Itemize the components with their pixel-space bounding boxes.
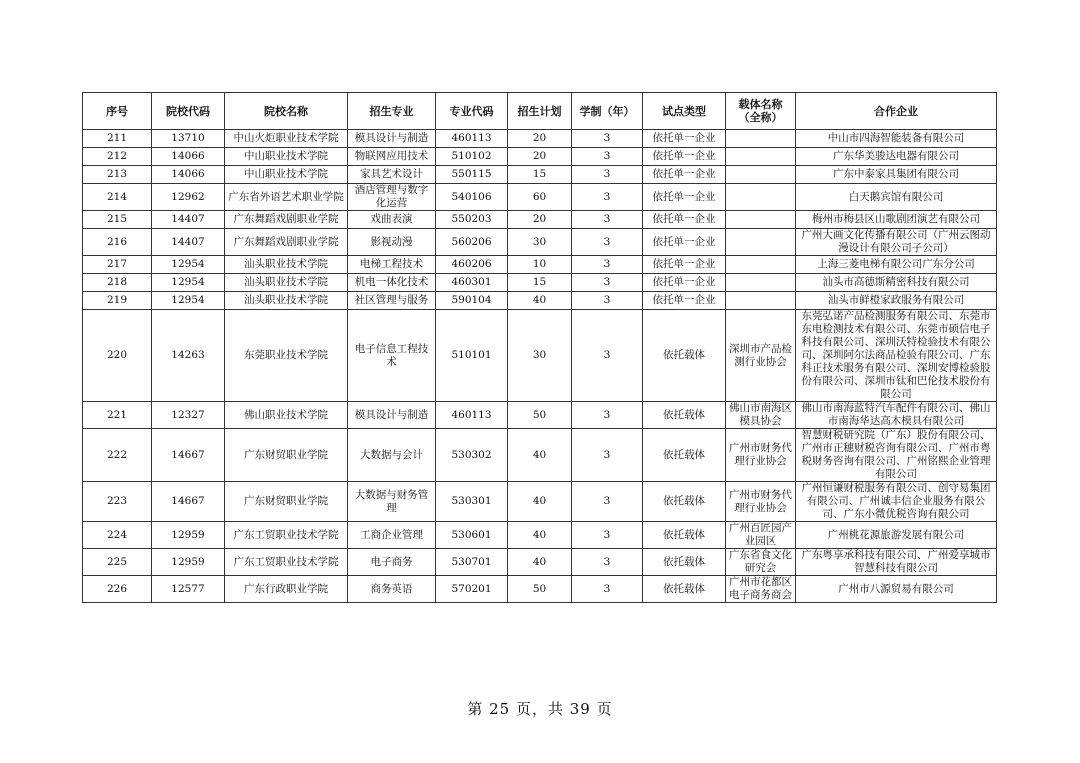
table-cell: 广州恒谦财税服务有限公司、创守易集团有限公司、广州诚丰信企业服务有限公司、广东小微优税咨询有限公司 bbox=[796, 482, 997, 522]
table-cell: 3 bbox=[572, 256, 643, 274]
table-cell: 590104 bbox=[436, 292, 508, 310]
table-cell: 550203 bbox=[436, 211, 508, 229]
table-cell: 212 bbox=[83, 148, 152, 166]
table-cell: 220 bbox=[83, 310, 152, 402]
table-row bbox=[83, 310, 997, 402]
table-cell: 社区管理与服务 bbox=[348, 292, 436, 310]
table-cell: 550115 bbox=[436, 166, 508, 184]
table-cell: 30 bbox=[508, 229, 572, 256]
table-cell: 广东舞蹈戏剧职业学院 bbox=[225, 229, 348, 256]
table-cell: 广东舞蹈戏剧职业学院 bbox=[225, 211, 348, 229]
column-header: 试点类型 bbox=[643, 93, 726, 130]
table-cell: 3 bbox=[572, 429, 643, 482]
table-cell: 12577 bbox=[152, 576, 225, 603]
table-cell: 佛山市南海蓝特汽车配件有限公司、佛山市南海华达高木模具有限公司 bbox=[796, 402, 997, 429]
table-cell: 3 bbox=[572, 211, 643, 229]
table-row bbox=[83, 429, 997, 482]
table-cell: 50 bbox=[508, 402, 572, 429]
table-cell: 广东财贸职业学院 bbox=[225, 482, 348, 522]
table-cell: 依托单一企业 bbox=[643, 130, 726, 148]
table-cell: 东莞弘诺产品检测服务有限公司、东莞市东电检测技术有限公司、东莞市硕信电子科技有限公司、深圳沃特检验技术有限公司、深圳阿尔法商品检验有限公司、广东科正技术服务有限公司、深圳安博检验股份有限公司、深圳市钛和巴伦技术股份有限公司 bbox=[796, 310, 997, 402]
table-cell: 3 bbox=[572, 482, 643, 522]
table-cell: 3 bbox=[572, 274, 643, 292]
table-cell: 225 bbox=[83, 549, 152, 576]
table-cell: 广东粤享承科技有限公司、广州爱享城市智慧科技有限公司 bbox=[796, 549, 997, 576]
table-cell: 20 bbox=[508, 148, 572, 166]
table-cell: 广东行政职业学院 bbox=[225, 576, 348, 603]
table-cell bbox=[726, 229, 796, 256]
table-cell: 东莞职业技术学院 bbox=[225, 310, 348, 402]
table-cell: 14263 bbox=[152, 310, 225, 402]
table-cell: 3 bbox=[572, 148, 643, 166]
table-cell: 40 bbox=[508, 549, 572, 576]
table-row bbox=[83, 549, 997, 576]
table-row bbox=[83, 211, 997, 229]
table-cell: 226 bbox=[83, 576, 152, 603]
table-cell: 14407 bbox=[152, 211, 225, 229]
table-cell: 3 bbox=[572, 292, 643, 310]
table-cell: 14066 bbox=[152, 148, 225, 166]
column-header: 招生计划 bbox=[508, 93, 572, 130]
table-cell bbox=[726, 292, 796, 310]
table-cell: 影视动漫 bbox=[348, 229, 436, 256]
table-cell: 215 bbox=[83, 211, 152, 229]
table-cell: 14066 bbox=[152, 166, 225, 184]
table-cell: 中山职业技术学院 bbox=[225, 148, 348, 166]
table-cell: 14667 bbox=[152, 429, 225, 482]
table-cell: 460113 bbox=[436, 402, 508, 429]
table-cell: 佛山职业技术学院 bbox=[225, 402, 348, 429]
table-cell: 梅州市梅县区山歌剧团演艺有限公司 bbox=[796, 211, 997, 229]
table-cell: 12327 bbox=[152, 402, 225, 429]
table-cell: 13710 bbox=[152, 130, 225, 148]
table-row bbox=[83, 166, 997, 184]
table-cell: 217 bbox=[83, 256, 152, 274]
table-cell: 广东省外语艺术职业学院 bbox=[225, 184, 348, 211]
table-cell: 214 bbox=[83, 184, 152, 211]
table-cell: 模具设计与制造 bbox=[348, 130, 436, 148]
table-cell: 3 bbox=[572, 166, 643, 184]
table-cell: 戏曲表演 bbox=[348, 211, 436, 229]
table-cell: 依托单一企业 bbox=[643, 256, 726, 274]
table-row bbox=[83, 576, 997, 603]
table-cell: 依托单一企业 bbox=[643, 148, 726, 166]
table-cell: 电子商务 bbox=[348, 549, 436, 576]
table-cell: 40 bbox=[508, 429, 572, 482]
column-header: 学制（年） bbox=[572, 93, 643, 130]
table-cell: 560206 bbox=[436, 229, 508, 256]
table-cell: 12954 bbox=[152, 256, 225, 274]
table-cell: 3 bbox=[572, 184, 643, 211]
table-row bbox=[83, 274, 997, 292]
table-cell: 大数据与财务管理 bbox=[348, 482, 436, 522]
table-cell: 570201 bbox=[436, 576, 508, 603]
table-cell bbox=[726, 166, 796, 184]
table-cell: 50 bbox=[508, 576, 572, 603]
table-row bbox=[83, 184, 997, 211]
table-row bbox=[83, 292, 997, 310]
table-cell: 汕头市高德斯精密科技有限公司 bbox=[796, 274, 997, 292]
table-cell: 广州市花都区电子商务商会 bbox=[726, 576, 796, 603]
table-row bbox=[83, 148, 997, 166]
table-cell: 依托载体 bbox=[643, 482, 726, 522]
table-cell: 222 bbox=[83, 429, 152, 482]
table-cell: 依托单一企业 bbox=[643, 211, 726, 229]
table-cell: 中山火炬职业技术学院 bbox=[225, 130, 348, 148]
table-cell: 广州百匠园产业园区 bbox=[726, 522, 796, 549]
table-cell: 广东省食文化研究会 bbox=[726, 549, 796, 576]
table-cell: 电子信息工程技术 bbox=[348, 310, 436, 402]
table-cell: 依托单一企业 bbox=[643, 184, 726, 211]
table-cell: 20 bbox=[508, 130, 572, 148]
table-cell: 汕头职业技术学院 bbox=[225, 256, 348, 274]
table-cell bbox=[726, 148, 796, 166]
table-cell: 40 bbox=[508, 522, 572, 549]
table-row bbox=[83, 130, 997, 148]
table-cell: 广东财贸职业学院 bbox=[225, 429, 348, 482]
table-cell: 佛山市南海区模具协会 bbox=[726, 402, 796, 429]
table-cell: 12954 bbox=[152, 292, 225, 310]
table-cell: 40 bbox=[508, 292, 572, 310]
table-cell bbox=[726, 184, 796, 211]
table-cell: 上海三菱电梯有限公司广东分公司 bbox=[796, 256, 997, 274]
table-cell: 酒店管理与数字化运营 bbox=[348, 184, 436, 211]
table-cell: 216 bbox=[83, 229, 152, 256]
table-cell: 依托单一企业 bbox=[643, 166, 726, 184]
table-cell: 530601 bbox=[436, 522, 508, 549]
table-cell: 223 bbox=[83, 482, 152, 522]
table-cell: 211 bbox=[83, 130, 152, 148]
table-row bbox=[83, 402, 997, 429]
table-cell: 213 bbox=[83, 166, 152, 184]
table-header-row bbox=[83, 93, 997, 130]
table-cell: 模具设计与制造 bbox=[348, 402, 436, 429]
table-cell bbox=[726, 256, 796, 274]
table-cell: 20 bbox=[508, 211, 572, 229]
table-cell: 3 bbox=[572, 522, 643, 549]
table-cell: 依托载体 bbox=[643, 576, 726, 603]
table-cell: 物联网应用技术 bbox=[348, 148, 436, 166]
table-cell: 12954 bbox=[152, 274, 225, 292]
table-cell: 广东华美骏达电器有限公司 bbox=[796, 148, 997, 166]
page-number-footer: 第 25 页，共 39 页 bbox=[467, 700, 613, 718]
table-cell: 30 bbox=[508, 310, 572, 402]
table-cell: 商务英语 bbox=[348, 576, 436, 603]
table-cell: 依托载体 bbox=[643, 402, 726, 429]
table-cell: 依托单一企业 bbox=[643, 229, 726, 256]
table-cell: 家具艺术设计 bbox=[348, 166, 436, 184]
table-cell: 510101 bbox=[436, 310, 508, 402]
table-cell: 广州大画文化传播有限公司（广州云图动漫设计有限公司子公司） bbox=[796, 229, 997, 256]
column-header: 专业代码 bbox=[436, 93, 508, 130]
table-cell: 3 bbox=[572, 130, 643, 148]
table-cell: 530302 bbox=[436, 429, 508, 482]
table-cell: 219 bbox=[83, 292, 152, 310]
table-cell: 3 bbox=[572, 576, 643, 603]
table-cell: 12962 bbox=[152, 184, 225, 211]
table-cell: 依托载体 bbox=[643, 549, 726, 576]
table-cell: 广东中泰家具集团有限公司 bbox=[796, 166, 997, 184]
table-cell: 14407 bbox=[152, 229, 225, 256]
table-cell: 智慧财税研究院（广东）股份有限公司、广州市正穗财税咨询有限公司、广州市粤税财务咨询有限公司、广州铭熙企业管理有限公司 bbox=[796, 429, 997, 482]
table-cell: 中山职业技术学院 bbox=[225, 166, 348, 184]
column-header: 院校代码 bbox=[152, 93, 225, 130]
table-cell: 460206 bbox=[436, 256, 508, 274]
table-cell: 3 bbox=[572, 402, 643, 429]
table-cell bbox=[726, 130, 796, 148]
table-cell: 汕头市鲜橙家政服务有限公司 bbox=[796, 292, 997, 310]
table-cell: 深圳市产品检测行业协会 bbox=[726, 310, 796, 402]
table-cell: 3 bbox=[572, 310, 643, 402]
table-cell: 540106 bbox=[436, 184, 508, 211]
table-cell: 依托载体 bbox=[643, 522, 726, 549]
table-cell: 依托载体 bbox=[643, 310, 726, 402]
table-cell: 广州市八源贸易有限公司 bbox=[796, 576, 997, 603]
table-cell: 中山市四海智能装备有限公司 bbox=[796, 130, 997, 148]
table-cell: 530301 bbox=[436, 482, 508, 522]
table-cell: 510102 bbox=[436, 148, 508, 166]
table-cell bbox=[726, 211, 796, 229]
table-row bbox=[83, 522, 997, 549]
table-cell: 广东工贸职业技术学院 bbox=[225, 549, 348, 576]
enrollment-table bbox=[82, 92, 997, 603]
table-cell: 工商企业管理 bbox=[348, 522, 436, 549]
table-cell: 汕头职业技术学院 bbox=[225, 274, 348, 292]
table-row bbox=[83, 229, 997, 256]
table-row bbox=[83, 482, 997, 522]
table-cell: 10 bbox=[508, 256, 572, 274]
table-cell: 广州市财务代理行业协会 bbox=[726, 482, 796, 522]
table-cell: 530701 bbox=[436, 549, 508, 576]
table-row bbox=[83, 256, 997, 274]
table-cell: 224 bbox=[83, 522, 152, 549]
table-cell: 460113 bbox=[436, 130, 508, 148]
table-cell: 218 bbox=[83, 274, 152, 292]
table-cell: 15 bbox=[508, 166, 572, 184]
table-cell: 机电一体化技术 bbox=[348, 274, 436, 292]
table-cell: 广州桃花源旅游发展有限公司 bbox=[796, 522, 997, 549]
table-cell: 221 bbox=[83, 402, 152, 429]
table-cell: 汕头职业技术学院 bbox=[225, 292, 348, 310]
column-header: 序号 bbox=[83, 93, 152, 130]
table-cell: 大数据与会计 bbox=[348, 429, 436, 482]
table-cell bbox=[726, 274, 796, 292]
column-header: 合作企业 bbox=[796, 93, 997, 130]
table-cell: 依托载体 bbox=[643, 429, 726, 482]
table-cell: 广州市财务代理行业协会 bbox=[726, 429, 796, 482]
table-cell: 60 bbox=[508, 184, 572, 211]
table-cell: 15 bbox=[508, 274, 572, 292]
table-cell: 依托单一企业 bbox=[643, 274, 726, 292]
table-cell: 40 bbox=[508, 482, 572, 522]
table-cell: 3 bbox=[572, 229, 643, 256]
table-cell: 12959 bbox=[152, 522, 225, 549]
table-cell: 电梯工程技术 bbox=[348, 256, 436, 274]
table-cell: 依托单一企业 bbox=[643, 292, 726, 310]
table-cell: 460301 bbox=[436, 274, 508, 292]
column-header: 载体名称（全称） bbox=[726, 93, 796, 130]
column-header: 招生专业 bbox=[348, 93, 436, 130]
table-cell: 12959 bbox=[152, 549, 225, 576]
table-cell: 白天鹅宾馆有限公司 bbox=[796, 184, 997, 211]
table-cell: 14667 bbox=[152, 482, 225, 522]
table-cell: 广东工贸职业技术学院 bbox=[225, 522, 348, 549]
column-header: 院校名称 bbox=[225, 93, 348, 130]
table-cell: 3 bbox=[572, 549, 643, 576]
